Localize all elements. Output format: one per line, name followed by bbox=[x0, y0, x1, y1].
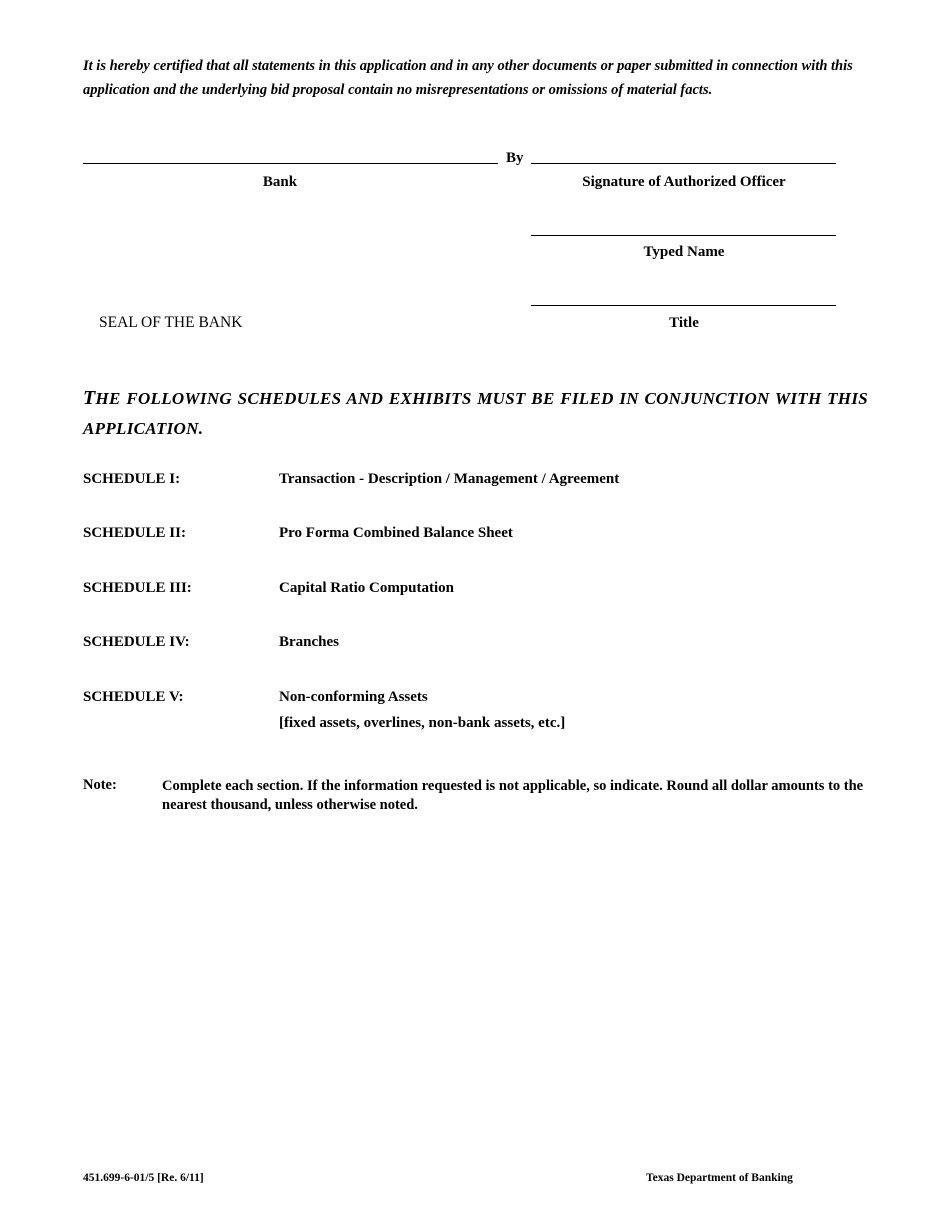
by-label: By bbox=[506, 150, 524, 166]
signature-officer-label: Signature of Authorized Officer bbox=[582, 174, 786, 190]
schedule-label: SCHEDULE I: bbox=[83, 471, 181, 487]
schedule-description: Transaction - Description / Management / Agreement bbox=[279, 471, 620, 487]
title-label: Title bbox=[669, 315, 699, 331]
schedule-label: SCHEDULE IV: bbox=[83, 634, 190, 650]
typed-name-label: Typed Name bbox=[643, 244, 725, 260]
bank-label: Bank bbox=[262, 174, 298, 190]
schedules-heading-text: HE FOLLOWING SCHEDULES AND EXHIBITS MUST BE FILED IN CONJUNCTION WITH THIS APPLICATION. bbox=[83, 389, 868, 438]
seal-of-bank-label: SEAL OF THE BANK bbox=[99, 314, 243, 331]
schedule-description: Pro Forma Combined Balance Sheet bbox=[279, 525, 513, 541]
schedules-heading-initial: T bbox=[83, 387, 96, 409]
officer-signature-line[interactable] bbox=[531, 163, 836, 164]
schedule-description: Capital Ratio Computation bbox=[279, 580, 455, 596]
schedule-description: Non-conforming Assets bbox=[279, 689, 428, 705]
agency-name: Texas Department of Banking bbox=[646, 1172, 793, 1184]
typed-name-line[interactable] bbox=[531, 235, 836, 236]
title-line[interactable] bbox=[531, 305, 836, 306]
schedules-heading bbox=[83, 383, 868, 444]
schedule-detail: [fixed assets, overlines, non-bank assets, etc.] bbox=[279, 715, 566, 731]
schedule-label: SCHEDULE II: bbox=[83, 525, 186, 541]
schedule-label: SCHEDULE III: bbox=[83, 580, 192, 596]
form-number: 451.699-6-01/5 [Re. 6/11] bbox=[83, 1172, 204, 1184]
schedule-label: SCHEDULE V: bbox=[83, 689, 184, 705]
schedule-description: Branches bbox=[279, 634, 339, 650]
note-text: Complete each section. If the information requested is not applicable, so indicate. Round all dollar amounts to the nearest thousand, unless otherwise noted. bbox=[162, 778, 864, 813]
certification-statement: It is hereby certified that all statements in this application and in any other documents or paper submitted in connection with this application and the underlying bid proposal contain no misrepresentations or omissions of material facts. bbox=[83, 58, 853, 98]
bank-signature-line[interactable] bbox=[83, 163, 498, 164]
note-label: Note: bbox=[83, 777, 117, 793]
